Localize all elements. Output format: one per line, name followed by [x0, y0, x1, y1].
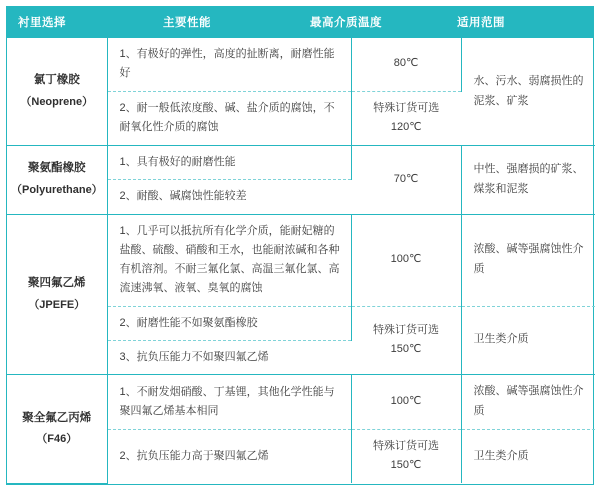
material-name-sub: （Neoprene）: [20, 96, 94, 109]
header-row: [6, 6, 594, 38]
temperature-note: 特殊订货可选: [373, 439, 439, 452]
material-name-neoprene: [7, 38, 107, 146]
property-text: 1、有极好的弹性，高度的扯断离，耐磨性能好: [107, 38, 351, 91]
scope-text: 浓酸、碱等强腐蚀性介质: [461, 214, 595, 306]
property-text: 2、抗负压能力高于聚四氟乙烯: [107, 429, 351, 483]
material-name-main: 氯丁橡胶: [33, 74, 80, 87]
material-name-polyurethane: [7, 146, 107, 215]
table-row: [7, 375, 595, 430]
material-name-sub: （Polyurethane）: [11, 184, 103, 197]
property-text: 1、几乎可以抵抗所有化学介质，能耐妃糖的盐酸、硫酸、硝酸和王水，也能耐浓碱和各种有机溶剂。不耐三氟化氯、高温三氟化氯、高流速沸氧、液氧、臭氧的腐蚀: [107, 214, 351, 306]
scope-text: 浓酸、碱等强腐蚀性介质: [461, 375, 595, 430]
table-header: [6, 6, 594, 38]
scope-text: 卫生类介质: [461, 306, 595, 375]
property-text: 2、耐一般低浓度酸、碱、盐介质的腐蚀，不耐氧化性介质的腐蚀: [107, 91, 351, 146]
material-name-f46: [7, 375, 107, 484]
temperature-note: 特殊订货可选: [373, 101, 440, 114]
temperature-value: 80℃: [351, 38, 461, 91]
material-name-main: 聚全氟乙丙烯: [22, 411, 92, 424]
temperature-number: 150℃: [390, 459, 422, 472]
column-header-lining-selection: 衬里选择: [6, 6, 153, 38]
scope-text: 水、污水、弱腐损性的泥浆、矿浆: [461, 38, 595, 146]
spec-table: [7, 38, 595, 484]
material-name-main: 聚四氟乙烯: [28, 276, 86, 289]
property-text: 1、不耐发烟硝酸、丁基锂，其他化学性能与聚四氟乙烯基本相同: [107, 375, 351, 430]
material-name-sub: （JPEFE）: [28, 298, 86, 311]
temperature-value: 100℃: [351, 214, 461, 306]
table-body-frame: [6, 38, 594, 485]
temperature-number: 120℃: [390, 121, 422, 134]
temperature-value: 100℃: [351, 375, 461, 430]
table-row: [7, 214, 595, 306]
column-header-application-scope: 适用范围: [447, 6, 594, 38]
table-row: [7, 146, 595, 180]
column-header-main-performance: 主要性能: [153, 6, 300, 38]
material-name-sub: （F46）: [36, 433, 78, 446]
temperature-number: 150℃: [390, 343, 422, 356]
scope-text: 中性、强磨损的矿浆、煤浆和泥浆: [461, 146, 595, 215]
temperature-value: [351, 91, 461, 146]
table-row: [7, 38, 595, 91]
property-text: 1、具有极好的耐磨性能: [107, 146, 351, 180]
scope-text: 卫生类介质: [473, 449, 529, 462]
temperature-value: 70℃: [351, 146, 461, 215]
property-text: 3、抗负压能力不如聚四氟乙烯: [107, 340, 351, 374]
column-header-max-medium-temperature: 最高介质温度: [300, 6, 447, 38]
temperature-note: 特殊订货可选: [373, 323, 439, 336]
property-text: 2、耐酸、碱腐蚀性能较差: [107, 180, 351, 214]
material-name-jpefe: [7, 214, 107, 375]
property-text: 2、耐磨性能不如聚氨酯橡胶: [107, 306, 351, 340]
material-name-main: 聚氨酯橡胶: [28, 162, 86, 175]
temperature-value: [351, 429, 461, 483]
temperature-value: [351, 306, 461, 375]
